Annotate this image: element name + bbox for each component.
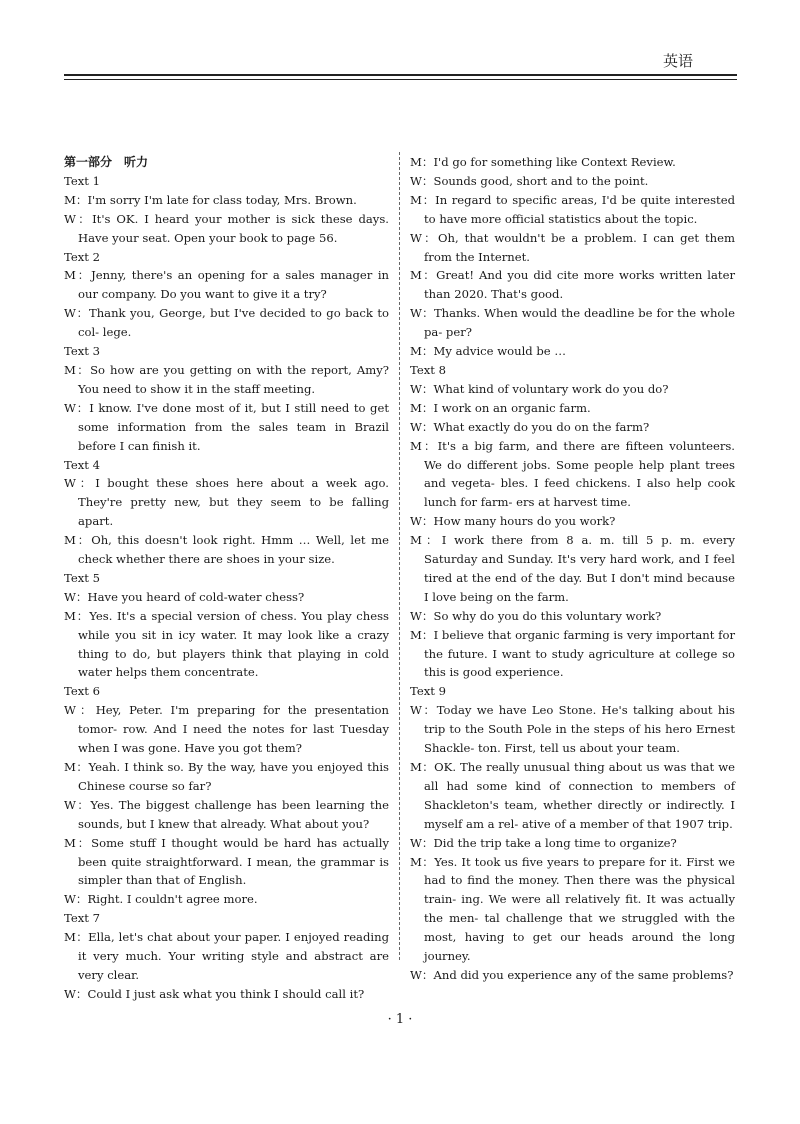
- text-label: Text 1: [64, 173, 100, 188]
- dialogue-line: W：I know. I've done most of it, but I still need to get some information from the sales team in Brazil before I can finish it.: [64, 400, 389, 453]
- dialogue-line: M：Some stuff I thought would be hard has actually been quite straightforward. I mean, the grammar is simpler than that of English.: [64, 835, 389, 888]
- dialogue-line: M：Oh, this doesn't look right. Hmm … Well, let me check whether there are shoes in your size.: [64, 533, 389, 567]
- dialogue-line: M：I believe that organic farming is very important for the future. I want to study agriculture at college so this is good experience.: [410, 627, 735, 680]
- dialogue-line: W：What kind of voluntary work do you do?: [410, 381, 669, 396]
- dialogue-line: W：Yes. The biggest challenge has been learning the sounds, but I knew that already. What about you?: [64, 797, 389, 831]
- dialogue-line: W：And did you experience any of the same problems?: [410, 967, 734, 982]
- text-label: Text 4: [64, 457, 100, 472]
- dialogue-line: M：I work on an organic farm.: [410, 400, 591, 415]
- dialogue-line: W：Sounds good, short and to the point.: [410, 173, 649, 188]
- text-label: Text 2: [64, 249, 100, 264]
- dialogue-line: M：Great! And you did cite more works written later than 2020. That's good.: [410, 268, 735, 302]
- dialogue-line: W：Thank you, George, but I've decided to go back to col- lege.: [64, 306, 389, 340]
- dialogue-line: W：Could I just ask what you think I should call it?: [64, 986, 365, 1001]
- header-rule-thick: [64, 74, 737, 76]
- dialogue-line: M：Yeah. I think so. By the way, have you enjoyed this Chinese course so far?: [64, 760, 389, 793]
- dialogue-line: W：Thanks. When would the deadline be for the whole pa- per?: [410, 306, 735, 340]
- dialogue-line: M：It's a big farm, and there are fifteen volunteers. We do different jobs. Some people help plant trees and vegeta- bles. I feed chickens. I also help cook lunch for farm- ers at harvest time.: [410, 438, 735, 510]
- dialogue-line: M：My advice would be …: [410, 344, 566, 359]
- dialogue-line: M：I work there from 8 a. m. till 5 p. m. every Saturday and Sunday. It's very hard work, and I feel tired at the end of the day. But I don't mind because I love being on the farm.: [410, 533, 735, 604]
- dialogue-line: M：I'd go for something like Context Review.: [410, 155, 676, 169]
- dialogue-line: W：Right. I couldn't agree more.: [64, 892, 258, 907]
- text-label: Text 8: [410, 362, 446, 377]
- dialogue-line: M：Yes. It took us five years to prepare for it. First we had to find the money. Then there was the physical train- ing. We were all relatively fit. It was actually the men- tal challenge that we struggled with the most, having to get our heads around the long journey.: [410, 854, 735, 964]
- dialogue-line: M：OK. The really unusual thing about us was that we all had some kind of connection to members of Shackleton's team, whether directly or indirectly. I myself am a rel- ative of a member of that 1907 trip.: [410, 760, 735, 831]
- dialogue-line: M：Yes. It's a special version of chess. You play chess while you sit in icy water. It may look like a crazy thing to do, but players think that playing in cold water helps them concentrate.: [64, 608, 389, 680]
- column-divider: [399, 152, 400, 960]
- dialogue-line: M：Jenny, there's an opening for a sales manager in our company. Do you want to give it a try?: [64, 268, 389, 302]
- text-label: Text 9: [410, 684, 446, 699]
- dialogue-line: W：Today we have Leo Stone. He's talking about his trip to the South Pole in the steps of his hero Ernest Shackle- ton. First, tell us about your team.: [410, 703, 735, 756]
- section-heading: 第一部分 听力: [64, 155, 149, 169]
- right-column: [410, 153, 735, 985]
- page-number: · 1 ·: [387, 1012, 413, 1027]
- text-label: Text 6: [64, 684, 100, 699]
- header-rule-thin: [64, 79, 737, 80]
- dialogue-line: M：I'm sorry I'm late for class today, Mrs. Brown.: [64, 192, 357, 207]
- dialogue-line: W：How many hours do you work?: [410, 514, 616, 529]
- dialogue-line: W：It's OK. I heard your mother is sick these days. Have your seat. Open your book to page 56.: [64, 211, 389, 245]
- text-label: Text 5: [64, 570, 100, 585]
- text-label: Text 7: [64, 911, 100, 926]
- dialogue-line: W：Have you heard of cold-water chess?: [64, 589, 305, 604]
- dialogue-line: M：Ella, let's chat about your paper. I enjoyed reading it very much. Your writing style and abstract are very clear.: [64, 930, 389, 982]
- dialogue-line: M：In regard to specific areas, I'd be quite interested to have more official statistics about the topic.: [410, 192, 735, 226]
- dialogue-line: W：What exactly do you do on the farm?: [410, 419, 650, 434]
- dialogue-line: W：Hey, Peter. I'm preparing for the presentation tomor- row. And I need the notes for last Tuesday when I was gone. Have you got them?: [64, 703, 389, 756]
- dialogue-line: W：So why do you do this voluntary work?: [410, 608, 662, 623]
- page-header-title: 英语: [662, 52, 693, 70]
- text-label: Text 3: [64, 344, 100, 359]
- dialogue-line: W：Did the trip take a long time to organize?: [410, 835, 677, 850]
- dialogue-line: M：So how are you getting on with the report, Amy? You need to show it in the staff meeting.: [64, 362, 389, 396]
- dialogue-line: W：Oh, that wouldn't be a problem. I can get them from the Internet.: [410, 230, 735, 264]
- left-column: [64, 153, 389, 1004]
- dialogue-line: W：I bought these shoes here about a week ago. They're pretty new, but they seem to be falling apart.: [64, 476, 389, 529]
